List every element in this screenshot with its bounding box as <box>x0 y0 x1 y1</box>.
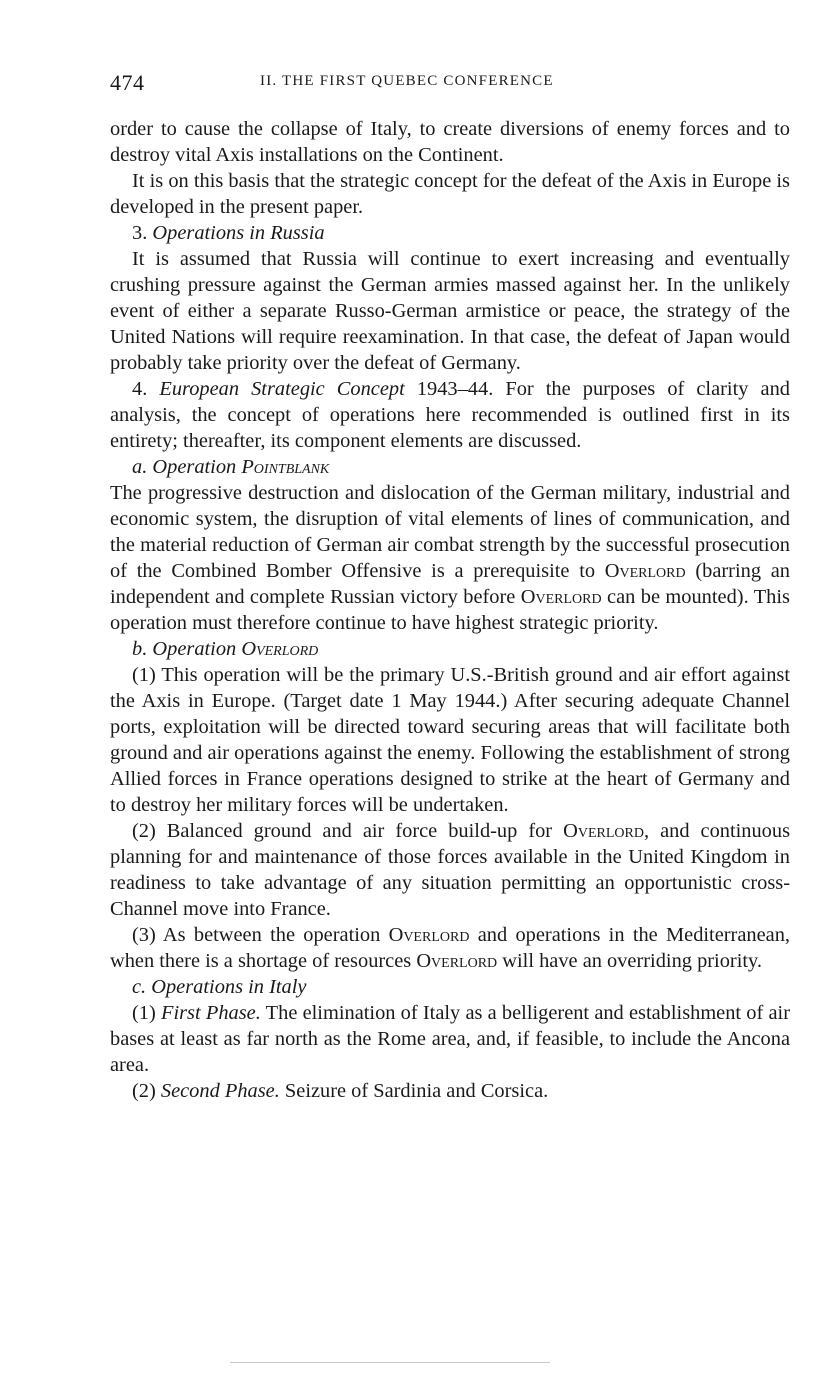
paragraph-basis: It is on this basis that the strategic concept for the defeat of the Axis in Europe is developed in the present paper. <box>110 170 790 218</box>
phase-label: Second Phase. <box>160 1080 280 1102</box>
paragraph-overlord-3 <box>110 922 790 974</box>
subsection-title: Operation <box>152 638 237 660</box>
subsection-heading-pointblank <box>110 454 790 480</box>
subsection-letter: b. <box>132 638 148 660</box>
text-run: and operations in the Mediterranean, when there is a shortage of resources <box>110 924 790 972</box>
section-number: 3. <box>132 222 148 244</box>
operation-code-name: Overlord <box>604 560 686 582</box>
operation-code-name: Overlord <box>388 924 470 946</box>
text-run: (barring an independent and complete Russian victory before <box>110 560 790 608</box>
text-run: and continuous planning for and maintenance of those forces available in the United Kingdom in readiness to take advantage of any situation permitting an opportunistic cross-Channel move into France. <box>110 820 791 920</box>
operation-code-name: Overlord <box>241 638 319 660</box>
item-number: (2) <box>132 1080 156 1102</box>
operation-code-name: Overlord <box>416 950 498 972</box>
paragraph-overlord-2 <box>110 818 790 922</box>
subsection-heading-italy <box>110 974 790 1000</box>
section-title: Operations in Russia <box>152 222 325 244</box>
text-run: can be mounted). This operation must therefore continue to have highest strategic priority. <box>110 586 790 634</box>
section-heading-russia <box>110 220 790 246</box>
page-body <box>110 116 790 1104</box>
running-title: II. THE FIRST QUEBEC CONFERENCE <box>260 73 554 89</box>
text-run: The elimination of Italy as a belligerent and establishment of air bases at least as far north as the Rome area, and, if feasible, to include the Ancona area. <box>110 1002 791 1076</box>
subsection-heading-overlord <box>110 636 790 662</box>
operation-code-name: Overlord, <box>563 820 650 842</box>
text-run: The progressive destruction and dislocation of the German military, industrial and economic system, the disruption of vital elements of lines of communication, and the material reduction of German air combat strength by the successful prosecution of the Combined Bomber Offensive is a prerequisite to <box>110 482 790 582</box>
page-number: 474 <box>110 70 145 95</box>
text-run: (2) Balanced ground and air force build-up for <box>132 820 553 842</box>
subsection-title: Operation <box>152 456 237 478</box>
paragraph-russia: It is assumed that Russia will continue to exert increasing and eventually crushing pressure against the German armies massed against her. In the unlikely event of either a separate Russo-German armistice or peace, the strategy of the United Nations will require reexamination. In that case, the defeat of Japan would probably take priority over the defeat of Germany. <box>110 248 790 374</box>
page-header <box>110 70 790 100</box>
text-run: will have an overriding priority. <box>502 950 763 972</box>
paragraph-pointblank <box>110 480 790 636</box>
subsection-letter: c. <box>132 976 147 998</box>
paragraph-italy-2 <box>110 1078 790 1104</box>
paragraph-european-concept <box>110 376 790 454</box>
paragraph-italy-1 <box>110 1000 790 1078</box>
subsection-title: Operations in Italy <box>151 976 307 998</box>
bottom-scan-rule <box>230 1362 550 1363</box>
subsection-letter: a. <box>132 456 148 478</box>
text-run: (3) As between the operation <box>132 924 381 946</box>
operation-code-name: Overlord <box>520 586 602 608</box>
item-number: (1) <box>132 1002 156 1024</box>
section-text: For the purposes of clarity and analysis, the concept of operations here recommended is outlined first in its entirety; thereafter, its component elements are discussed. <box>110 378 790 452</box>
paragraph-overlord-1: (1) This operation will be the primary U.S.-British ground and air effort against the Axis in Europe. (Target date 1 May 1944.) After securing adequate Channel ports, exploitation will be directed toward securing areas that will facilitate both ground and air operations against the enemy. Following the establishment of strong Allied forces in France operations designed to strike at the heart of Germany and to destroy her military forces will be undertaken. <box>110 664 790 816</box>
section-years: 1943–44. <box>416 378 494 400</box>
phase-label: First Phase. <box>161 1002 261 1024</box>
text-run: Seizure of Sardinia and Corsica. <box>284 1080 549 1102</box>
section-title: European Strategic Concept <box>159 378 405 400</box>
paragraph-continuation: order to cause the collapse of Italy, to create diversions of enemy forces and to destroy vital Axis installations on the Continent. <box>110 118 790 166</box>
operation-code-name: Pointblank <box>241 456 330 478</box>
section-number: 4. <box>132 378 148 400</box>
